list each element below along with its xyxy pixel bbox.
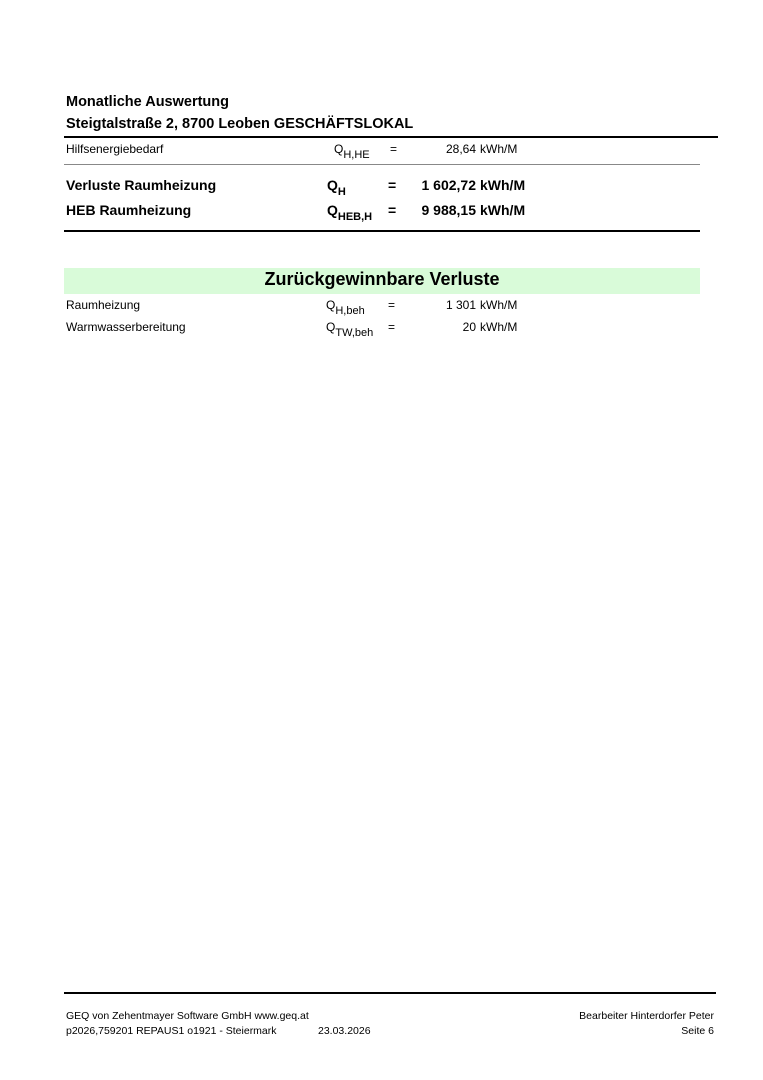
row-label: Warmwasserbereitung <box>66 320 186 334</box>
row-symbol: $Q_{H,HE}$ <box>334 142 370 161</box>
row-unit: kWh/M <box>480 177 526 193</box>
row-symbol: $Q_{H,beh}$ <box>326 298 365 317</box>
row-equals: = <box>388 320 396 334</box>
row-equals: = <box>390 142 398 156</box>
row-label: Hilfsenergiebedarf <box>66 142 164 156</box>
row-symbol: $Q_{TW,beh}$ <box>326 320 374 339</box>
row-unit: kWh/M <box>480 320 518 334</box>
footer-date: 23.03.2026 <box>318 1025 371 1037</box>
row-value: 20 <box>462 320 476 334</box>
section-header <box>64 268 700 294</box>
section-title: Zurückgewinnbare Verluste <box>264 269 500 289</box>
row-label: HEB Raumheizung <box>66 202 192 218</box>
footer-project-code: p2026,759201 REPAUS1 o1921 - Steiermark <box>66 1025 277 1037</box>
row-equals: = <box>388 202 397 218</box>
row-value: 1 602,72 <box>421 177 476 193</box>
row-label: Verluste Raumheizung <box>66 177 217 193</box>
footer-rule <box>64 992 716 994</box>
row-equals: = <box>388 298 396 312</box>
page-title: Monatliche Auswertung <box>66 94 229 110</box>
footer-editor: Bearbeiter Hinterdorfer Peter <box>579 1010 714 1022</box>
row-unit: kWh/M <box>480 202 526 218</box>
row-label: Raumheizung <box>66 298 141 312</box>
header-rule <box>64 136 718 138</box>
row-unit: kWh/M <box>480 142 518 156</box>
row-symbol: $Q_H$ <box>327 177 346 198</box>
divider <box>64 164 700 165</box>
footer-page-number: Seite 6 <box>681 1025 714 1037</box>
page-subtitle: Steigtalstraße 2, 8700 Leoben GESCHÄFTSLOKAL <box>66 116 414 132</box>
row-value: 28,64 <box>445 142 476 156</box>
footer-software: GEQ von Zehentmayer Software GmbH www.geq.at <box>66 1010 309 1022</box>
row-value: 9 988,15 <box>421 202 476 218</box>
row-unit: kWh/M <box>480 298 518 312</box>
row-value: 1 301 <box>445 298 476 312</box>
row-symbol: $Q_{HEB,H}$ <box>327 202 373 223</box>
section-end-rule <box>64 230 700 232</box>
row-equals: = <box>388 177 397 193</box>
